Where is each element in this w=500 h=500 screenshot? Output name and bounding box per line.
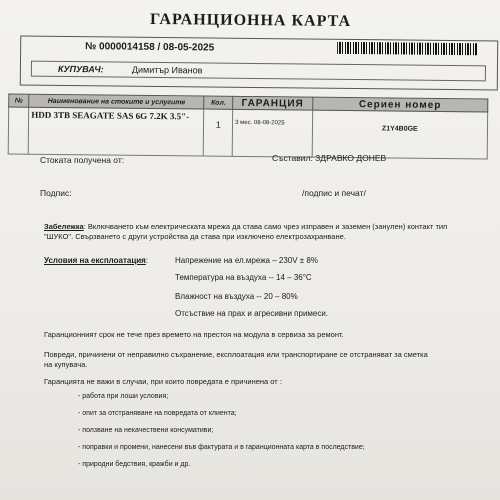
- list-item: - природни бедствия, кражби и др.: [78, 461, 191, 468]
- cell-qty: 1: [204, 109, 233, 156]
- signature-stamp-label: /подпис и печат/: [302, 188, 366, 198]
- received-label: Стоката получена от:: [40, 155, 125, 165]
- paragraph-exclusions-intro: Гаранцията не важи в случаи, при които повредата е причинена от :: [44, 377, 282, 386]
- list-item: - поправки и промени, нанесени във фактурата и в гаранционната карта в последствие;: [78, 444, 365, 451]
- document-title: ГАРАНЦИОННА КАРТА: [149, 10, 352, 31]
- barcode-icon: [337, 42, 477, 55]
- paragraph-warranty-period: Гаранционният срок не тече през времето на престоя на модула в сервиза за ремонт.: [44, 330, 344, 339]
- table-row: [8, 107, 487, 159]
- list-item: - опит за отстраняване на повредата от клиента;: [78, 410, 237, 417]
- cell-serial: Z1Y4B0GE: [312, 110, 488, 159]
- paragraph-damage: Повреди, причинени от неправилно съхранение, експлоатация или транспортиране се отстраняват за сметка на купувача.: [44, 350, 428, 369]
- col-warranty: ГАРАНЦИЯ: [233, 96, 313, 110]
- exclusions-list: [78, 393, 365, 478]
- signature-label: Подпис:: [40, 188, 72, 198]
- cell-product: HDD 3TB SEAGATE SAS 6G 7.2K 3.5"-: [28, 107, 204, 156]
- note-text: : Включването към електрическата мрежа да става само чрез изправен и заземен (занулен) контакт тип "ШУКО". Свързването с други устройства да става при изключено електрозахранване.: [44, 222, 448, 241]
- conditions-title: [44, 256, 148, 265]
- document-number: № 0000014158 / 08-05-2025: [85, 41, 215, 54]
- cell-no: [8, 107, 29, 154]
- col-qty: Кол.: [204, 96, 233, 109]
- compiled-by: Съставил: ЗДРАВКО ДОНЕВ: [272, 153, 387, 163]
- col-name: Наименование на стоките и услугите: [29, 94, 204, 109]
- buyer-name: Димитър Иванов: [131, 64, 203, 76]
- cell-warranty: 3 мес. 08-08-2025: [232, 109, 312, 157]
- items-table: [8, 93, 489, 159]
- col-no: №: [9, 94, 29, 107]
- note-label: Забележка: [44, 222, 84, 231]
- document-header: [20, 35, 498, 90]
- col-serial: Сериен номер: [312, 97, 487, 112]
- buyer-label: КУПУВАЧ:: [57, 63, 104, 75]
- list-item: - ползване на некачествени консумативи;: [78, 427, 214, 434]
- note: [44, 222, 464, 242]
- condition-item: Отсъствие на прах и агресивни примеси.: [175, 309, 329, 318]
- condition-item: Температура на въздуха -- 14 – 36°C: [175, 273, 312, 282]
- conditions-colon: :: [145, 256, 149, 265]
- condition-item: Влажност на въздуха -- 20 – 80%: [175, 292, 298, 301]
- conditions-title-text: Условия на експлоатация: [44, 256, 146, 265]
- condition-item: Напрежение на ел.мрежа – 230V ± 8%: [175, 256, 318, 265]
- buyer-row: [31, 61, 486, 82]
- list-item: - работа при лоши условия;: [78, 393, 169, 400]
